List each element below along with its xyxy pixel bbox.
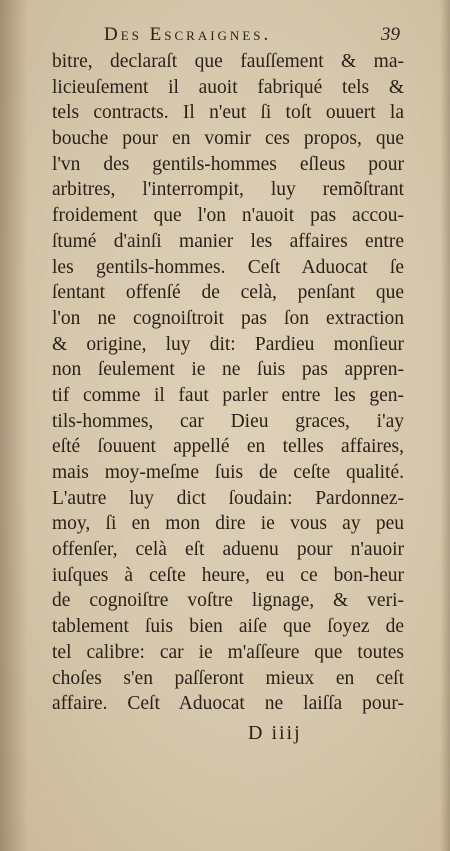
text-line: tel calibre: car ie m'aſſeure que toutes — [52, 641, 404, 663]
text-line: mais moy-meſme ſuis de ceſte qualité. — [52, 462, 404, 483]
text-line: arbitres, l'interrompit, luy remõſtrant — [52, 179, 404, 201]
text-line: iuſques à ceſte heure, eu ce bon-heur — [52, 564, 404, 586]
text-line: eſté ſouuent appellé en telles affaires, — [52, 436, 404, 458]
text-line: de cognoiſtre voſtre lignage, & veri- — [52, 590, 404, 612]
text-line: ſtumé d'ainſi manier les affaires entre — [52, 230, 404, 252]
text-line: non ſeulement ie ne ſuis pas appren- — [52, 359, 404, 381]
page-header — [104, 24, 400, 48]
text-line: tels contracts. Il n'eut ſi toſt ouuert la — [52, 102, 404, 124]
text-line: ſentant offenſé de celà, penſant que — [52, 282, 404, 304]
text-line: licieuſement il auoit fabriqué tels & — [52, 76, 404, 98]
text-line: tif comme il faut parler entre les gen- — [52, 384, 404, 406]
text-line: bouche pour en vomir ces propos, que — [52, 128, 404, 150]
text-line: moy, ſi en mon dire ie vous ay peu — [52, 513, 404, 535]
body-text — [52, 49, 404, 717]
text-line: l'vn des gentils-hommes eſleus pour — [52, 153, 404, 175]
page-number: 39 — [381, 24, 400, 45]
text-line: tils-hommes, car Dieu graces, i'ay — [52, 410, 404, 432]
running-title: Des Escraignes. — [104, 24, 272, 45]
text-line: affaire. Ceſt Aduocat ne laiſſa pour- — [52, 693, 404, 715]
text-line: choſes s'en paſſeront mieux en ceſt — [52, 667, 404, 689]
text-line: froidement que l'on n'auoit pas accou- — [52, 205, 404, 227]
text-line: bitre, declaraſt que fauſſement & ma- — [52, 51, 404, 72]
signature-mark: D iiij — [248, 722, 302, 744]
text-line: & origine, luy dit: Pardieu monſieur — [52, 333, 404, 355]
text-line: les gentils-hommes. Ceſt Aduocat ſe — [52, 256, 404, 278]
text-line: offenſer, celà eſt aduenu pour n'auoir — [52, 539, 404, 561]
text-line: tablement ſuis bien aiſe que ſoyez de — [52, 616, 404, 638]
text-line: l'on ne cognoiſtroit pas ſon extraction — [52, 307, 404, 329]
text-line: L'autre luy dict ſoudain: Pardonnez- — [52, 487, 404, 509]
